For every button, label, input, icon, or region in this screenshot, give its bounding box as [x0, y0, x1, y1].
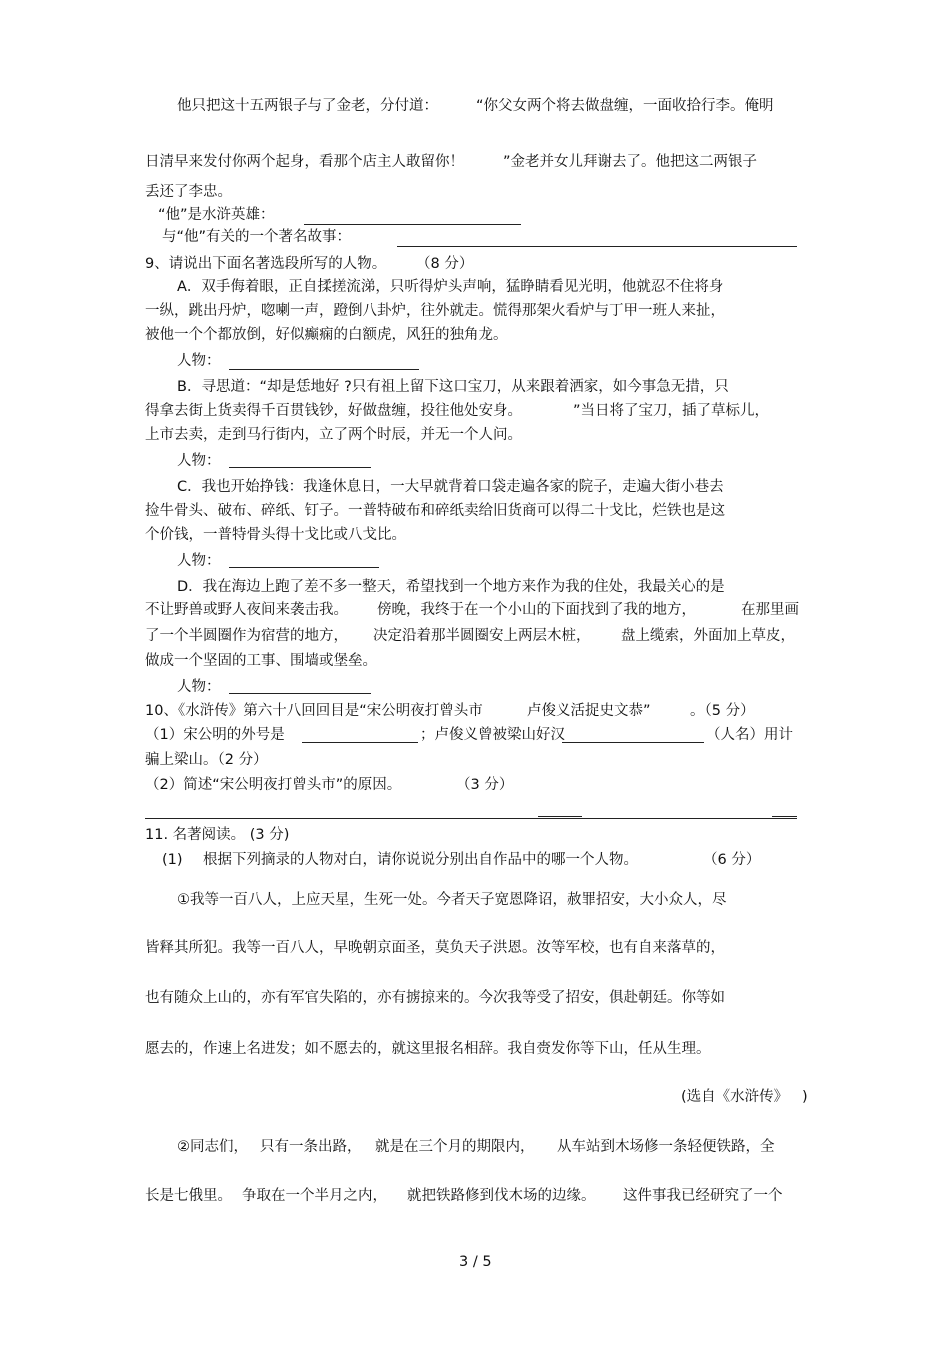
q9-c-answer-blank[interactable] [229, 567, 379, 568]
q10-sub2-b: （3 分） [456, 777, 514, 793]
q9-a-line-2: 一纵，跳出丹炉，唿喇一声，蹬倒八卦炉，往外就走。慌得那架火看炉与丁甲一班人来扯， [145, 303, 725, 319]
q11-source-close: ) [802, 1089, 808, 1105]
q11-sub-num: (1) [162, 852, 183, 868]
q9-b-line-2a: 得拿去街上货卖得千百贯钱钞，好做盘缠，投往他处安身。 [145, 403, 522, 419]
q9-a-line-1: A．双手侮着眼，正自揉搓流涕，只听得炉头声响，猛睁睛看见光明，他就忍不住将身 [177, 279, 724, 295]
q9-c-line-1: C．我也开始挣钱：我逢休息日，一大早就背着口袋走遍各家的院子，走遍大街小巷去 [177, 479, 724, 495]
q9-d-line-2c: 在那里画 [741, 602, 799, 618]
q9-a-answer-blank[interactable] [229, 369, 419, 370]
intro-line-2b: ”金老并女儿拜谢去了。他把这二两银子 [503, 154, 758, 170]
story-question: 与“他”有关的一个著名故事： [162, 229, 352, 245]
q9-b-line-3: 上市去卖，走到马行街内，立了两个时辰，并无一个人问。 [145, 427, 522, 443]
q11-p2-line-2b: 争取在一个半月之内， [242, 1188, 387, 1204]
q11-p2-line-1d: 从车站到木场修一条轻便铁路，全 [557, 1139, 775, 1155]
q9-d-line-2a: 不让野兽或野人夜间来袭击我。 [145, 602, 348, 618]
q9-d-line-3c: 盘上缆索，外面加上草皮， [621, 628, 795, 644]
q9-a-person-label: 人物： [177, 353, 221, 369]
hero-answer-blank[interactable] [304, 224, 521, 225]
q11-p1-line-1: ①我等一百八人，上应天星，生死一处。今者天子宽恩降诏，赦罪招安，大小众人，尽 [177, 892, 727, 908]
intro-line-1a: 他只把这十五两银子与了金老，分付道： [177, 98, 438, 114]
q9-d-line-3b: 决定沿着那半圆圈安上两层木桩， [373, 628, 591, 644]
q11-p1-line-4: 愿去的，作速上名进发；如不愿去的，就这里报名相辞。我自赍发你等下山，任从生理。 [145, 1041, 711, 1057]
page-number: 3 / 5 [459, 1254, 492, 1270]
q11-p2-line-2d: 这件事我已经研究了一个 [623, 1188, 783, 1204]
q11-p2-line-1b: 只有一条出路， [260, 1139, 362, 1155]
q10-title-a: 10、《水浒传》第六十八回回目是“宋公明夜打曾头市 [145, 703, 483, 719]
q11-p2-line-2a: 长是七俄里。 [145, 1188, 232, 1204]
q9-b-line-2b: ”当日将了宝刀，插了草标儿， [573, 403, 770, 419]
q11-p2-line-1a: ②同志们， [177, 1139, 248, 1155]
q10-line-mark-2 [772, 816, 797, 817]
q9-d-line-1: D．我在海边上跑了差不多一整天，希望找到一个地方来作为我的住处，我最关心的是 [177, 579, 725, 595]
q11-source: (选自《水浒传》 [681, 1089, 789, 1105]
q11-sub-text: 根据下列摘录的人物对白，请你说说分别出自作品中的哪一个人物。 [203, 852, 638, 868]
q9-b-answer-blank[interactable] [229, 467, 371, 468]
q10-nickname-blank[interactable] [302, 742, 418, 743]
q10-title-c: 。（5 分） [690, 703, 755, 719]
q11-title: 11. 名著阅读。 (3 分) [145, 827, 290, 843]
q9-c-line-3: 个价钱，一普特骨头得十戈比或八戈比。 [145, 527, 406, 543]
q10-reason-answer-line[interactable] [145, 818, 797, 819]
q9-b-person-label: 人物： [177, 453, 221, 469]
q9-c-line-2: 捡牛骨头、破布、碎纸、钉子。一普特破布和碎纸卖给旧货商可以得二十戈比，烂铁也是这 [145, 503, 725, 519]
q10-name-blank[interactable] [562, 742, 704, 743]
q11-sub-score: （6 分） [703, 852, 761, 868]
q10-sub1-c: （人名）用计 [706, 727, 793, 743]
story-answer-blank[interactable] [397, 246, 797, 247]
q11-p1-line-3: 也有随众上山的，亦有军官失陷的，亦有掳掠来的。今次我等受了招安，俱赴朝廷。你等如 [145, 990, 725, 1006]
q11-p2-line-1c: 就是在三个月的期限内， [375, 1139, 535, 1155]
q10-title-b: 卢俊义活捉史文恭” [527, 703, 651, 719]
q9-d-line-4: 做成一个坚固的工事、围墙或堡垒。 [145, 653, 377, 669]
q9-c-person-label: 人物： [177, 553, 221, 569]
q10-line-mark-1 [538, 816, 582, 817]
q9-d-line-3a: 了一个半圆圈作为宿营的地方， [145, 628, 348, 644]
q11-p1-line-2: 皆释其所犯。我等一百八人，早晚朝京面圣，莫负天子洪恩。汝等军校，也有自来落草的， [145, 940, 725, 956]
q9-b-line-1: B．寻思道：“却是恁地好 ?只有祖上留下这口宝刀，从来跟着洒家，如今事急无措，只 [177, 379, 729, 395]
intro-line-3: 丢还了李忠。 [145, 184, 232, 200]
intro-line-2a: 日清早来发付你两个起身，看那个店主人敢留你！ [145, 154, 464, 170]
q9-d-answer-blank[interactable] [229, 693, 371, 694]
q9-score: （8 分） [416, 256, 474, 272]
q10-sub1-d: 骗上梁山。（2 分） [145, 752, 268, 768]
q10-sub1-a: （1）宋公明的外号是 [145, 727, 285, 743]
q10-sub2-a: （2）简述“宋公明夜打曾头市”的原因。 [145, 777, 402, 793]
intro-line-1b: “你父女两个将去做盘缠，一面收拾行李。俺明 [476, 98, 774, 114]
q10-sub1-b: ；卢俊义曾被梁山好汉 [420, 727, 565, 743]
q9-d-person-label: 人物： [177, 679, 221, 695]
q11-p2-line-2c: 就把铁路修到伐木场的边缘。 [407, 1188, 596, 1204]
q9-title: 9、请说出下面名著选段所写的人物。 [145, 256, 387, 272]
q9-a-line-3: 被他一个个都放倒，好似癫痫的白额虎，风狂的独角龙。 [145, 327, 508, 343]
q9-d-line-2b: 傍晚，我终于在一个小山的下面找到了我的地方， [377, 602, 696, 618]
hero-question: “他”是水浒英雄： [158, 207, 275, 223]
